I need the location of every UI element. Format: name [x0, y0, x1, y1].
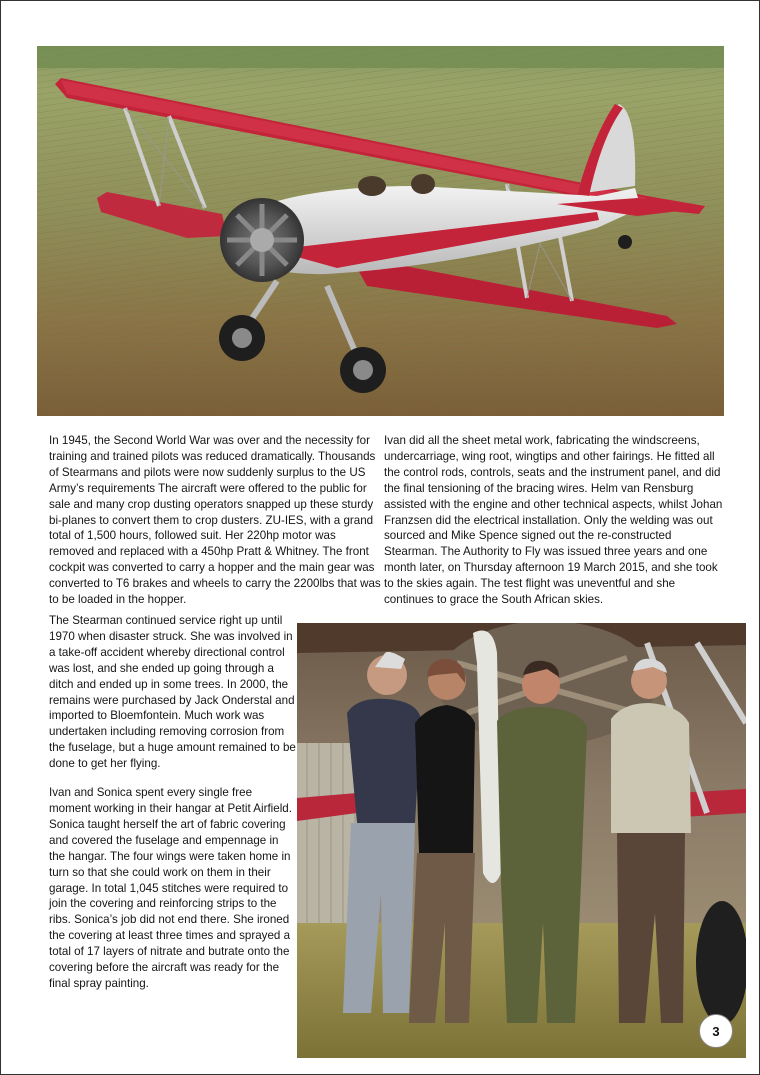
- article-column-right: [384, 433, 724, 608]
- people-with-aircraft-photo: [297, 623, 746, 1058]
- page-number: 3: [699, 1014, 733, 1048]
- article-column-left-bottom: [49, 613, 297, 992]
- paragraph: In 1945, the Second World War was over and the necessity for training and trained pilots was reduced dramatically. Thousands of Stearmans and pilots were now suddenly surplus to the US Army’s requirements The aircraft were offered to the public for sale and many crop dusting operators snapped up these sturdy bi-planes to convert them to crop dusters. ZU-IES, with a grand total of 1,500 hours, followed suit. Her 220hp motor was removed and replaced with a 450hp Pratt & Whitney. The front cockpit was converted to carry a hopper and the main gear was converted to T6 brakes and wheels to carry the 2200lbs that was to be loaded in the hopper.: [49, 434, 381, 607]
- paragraph: Ivan and Sonica spent every single free moment working in their hangar at Petit Airfield. Sonica taught herself the art of fabric covering and covered the fuselage and empennage in the hangar. The four wings were taken home in turn so that she could work on them in their garage. In total 1,045 stitches were required to join the covering and reinforcing strips to the ribs. Sonica’s job did not end there. She ironed the covering at least three times and sprayed a total of 17 layers of nitrate and butrate onto the covering before the aircraft was ready for the final spray painting.: [49, 786, 292, 990]
- paragraph: Ivan did all the sheet metal work, fabricating the windscreens, undercarriage, wing root, wingtips and other fairings. He fitted all the control rods, controls, seats and the instrument panel, and did the final tensioning of the bracing wires. Helm van Rensburg assisted with the engine and other technical aspects, whilst Johan Franzsen did the electrical installation. Only the welding was out sourced and Mike Spence signed out the re-constructed Stearman. The Authority to Fly was issued three years and one month later, on Thursday afternoon 19 March 2015, and she took to the skies again. The test flight was uneventful and she continues to grace the South African skies.: [384, 434, 723, 607]
- paragraph: The Stearman continued service right up until 1970 when disaster struck. She was involved in a take-off accident whereby directional control was lost, and she ended up going through a ditch and ended up in some trees. In 2000, the remains were purchased by Jack Onderstal and imported to Bloemfontein. Much work was undertaken including removing corrosion from the fuselage, but a huge amount remained to be done to get her flying.: [49, 614, 296, 771]
- biplane-photo: [37, 46, 724, 416]
- article-column-left-top: [49, 433, 382, 608]
